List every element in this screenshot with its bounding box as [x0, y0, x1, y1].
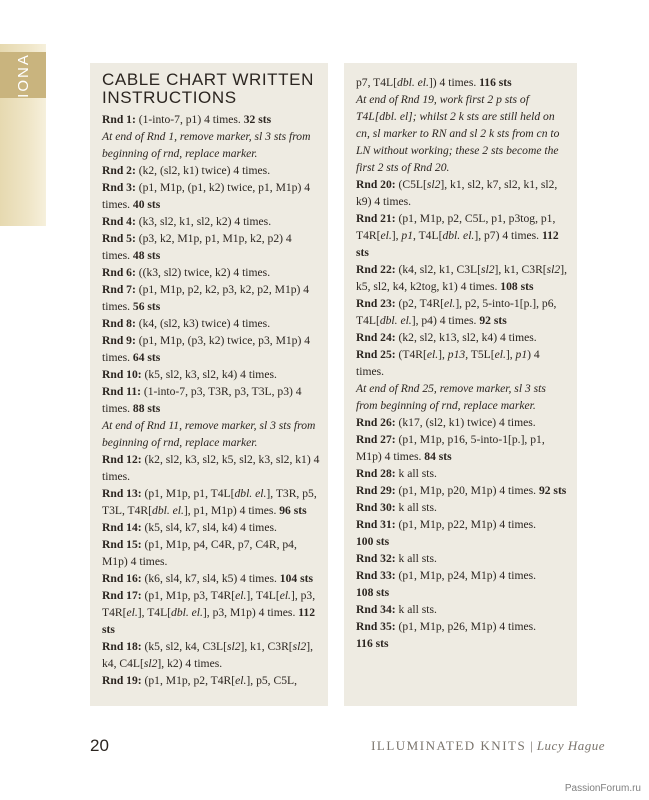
- instruction-row: [356, 550, 569, 567]
- instruction-text: (p1, M1p, p3, T4R[: [141, 589, 236, 602]
- instruction-note: [356, 91, 569, 176]
- instruction-text: At end of Rnd 19, work first 2 p sts of T4L[dbl. el]; whilst 2 k sts are still held on cn, sl marker to RN and sl 2 k sts from cn to LN without working; these 2 sts become the first 2 sts of Rnd 20.: [356, 93, 560, 174]
- instruction-text: ]) 4 times.: [428, 76, 480, 89]
- instruction-text: el.: [494, 348, 506, 361]
- instruction-row: [102, 111, 320, 128]
- instruction-text: dbl. el.: [171, 606, 203, 619]
- stitch-count: 48 sts: [132, 249, 161, 262]
- left-column-content: [102, 111, 320, 689]
- instruction-text: el.: [279, 589, 291, 602]
- round-label: Rnd 1:: [102, 113, 136, 126]
- instruction-text: ],: [438, 348, 448, 361]
- instruction-text: (p1, M1p, p2, k2, p3, k2, p2, M1p) 4 times.: [102, 283, 310, 313]
- page-number: 20: [90, 736, 109, 755]
- instruction-row: [102, 536, 320, 570]
- stitch-count: 108 sts: [356, 586, 390, 599]
- instruction-text: sl2: [480, 263, 495, 276]
- section-heading: CABLE CHART WRITTEN INSTRUCTIONS: [102, 70, 314, 107]
- round-label: Rnd 8:: [102, 317, 136, 330]
- instruction-text: ], T4L[: [246, 589, 280, 602]
- round-label: Rnd 33:: [356, 569, 396, 582]
- instruction-text: (k5, sl4, k7, sl4, k4) 4 times.: [141, 521, 277, 534]
- instruction-text: ((k3, sl2) twice, k2) 4 times.: [135, 266, 271, 279]
- round-label: Rnd 30:: [356, 501, 396, 514]
- instruction-text: k all sts.: [395, 467, 437, 480]
- instruction-text: k all sts.: [395, 501, 437, 514]
- stitch-count: 92 sts: [479, 314, 507, 327]
- instruction-row: [356, 635, 569, 652]
- instruction-text: sl2: [546, 263, 561, 276]
- round-label: Rnd 21:: [356, 212, 396, 225]
- instruction-text: dbl. el.: [397, 76, 429, 89]
- instruction-row: [356, 499, 569, 516]
- round-label: Rnd 31:: [356, 518, 396, 531]
- round-label: Rnd 35:: [356, 620, 396, 633]
- instruction-text: (T4R[: [395, 348, 427, 361]
- instruction-row: [356, 261, 569, 295]
- stitch-count: 84 sts: [424, 450, 452, 463]
- instruction-text: (p1, M1p, p22, M1p) 4 times.: [395, 518, 537, 531]
- instruction-text: ], T3R, p5, T3L, T4R[: [102, 487, 317, 517]
- instruction-text: el.: [380, 229, 392, 242]
- instruction-text: sl2: [226, 640, 241, 653]
- instruction-text: (k5, sl2, k3, sl2, k4) 4 times.: [141, 368, 277, 381]
- instruction-row: [102, 315, 320, 332]
- instruction-text: (k2, (sl2, k1) twice) 4 times.: [135, 164, 271, 177]
- instruction-row: [356, 295, 569, 329]
- instruction-text: k all sts.: [395, 603, 437, 616]
- instruction-text: (p1, M1p, p1, T4L[: [141, 487, 235, 500]
- running-footer: [371, 738, 605, 754]
- watermark: PassionForum.ru: [564, 783, 641, 794]
- round-label: Rnd 25:: [356, 348, 396, 361]
- instruction-row: [356, 176, 569, 210]
- instruction-text: el.: [426, 348, 439, 361]
- instruction-text: (p2, T4R[: [395, 297, 445, 310]
- instruction-text: dbl. el.: [379, 314, 412, 327]
- round-label: Rnd 32:: [356, 552, 396, 565]
- instruction-row: [102, 383, 320, 417]
- instruction-row: [356, 516, 569, 533]
- instruction-row: [356, 346, 569, 380]
- round-label: Rnd 13:: [102, 487, 142, 500]
- instruction-text: (k2, sl2, k3, sl2, k5, sl2, k3, sl2, k1) 4 times.: [102, 453, 320, 483]
- stitch-count: 96 sts: [279, 504, 307, 517]
- instruction-row: [356, 414, 569, 431]
- instruction-row: [102, 451, 320, 485]
- instruction-text: , T4L[: [413, 229, 443, 242]
- stitch-count: 40 sts: [132, 198, 161, 211]
- instruction-text: p13: [447, 348, 466, 361]
- instruction-text: ], k2) 4 times.: [157, 657, 223, 670]
- instruction-text: (p1, M1p, (p1, k2) twice, p1, M1p) 4 times.: [102, 181, 311, 211]
- instruction-text: ], p3, M1p) 4 times.: [202, 606, 299, 619]
- instruction-text: (p3, k2, M1p, p1, M1p, k2, p2) 4 times.: [102, 232, 292, 262]
- instruction-text: sl2: [143, 657, 158, 670]
- instruction-text: (1-into-7, p3, T3R, p3, T3L, p3) 4 times.: [102, 385, 302, 415]
- author-name: Lucy Hague: [536, 738, 605, 753]
- book-title: ILLUMINATED KNITS: [371, 738, 527, 753]
- instruction-text: p7, T4L[: [356, 76, 398, 89]
- instruction-text: sl2: [426, 178, 441, 191]
- round-label: Rnd 19:: [102, 674, 142, 687]
- instruction-text: ],: [391, 229, 402, 242]
- round-label: Rnd 3:: [102, 181, 136, 194]
- stitch-count: 108 sts: [500, 280, 534, 293]
- instruction-row: [102, 570, 320, 587]
- round-label: Rnd 29:: [356, 484, 396, 497]
- instruction-text: dbl. el.: [442, 229, 475, 242]
- round-label: Rnd 16:: [102, 572, 142, 585]
- instruction-text: el.: [444, 297, 456, 310]
- stitch-count: 92 sts: [538, 484, 567, 497]
- round-label: Rnd 5:: [102, 232, 136, 245]
- stitch-count: 88 sts: [132, 402, 161, 415]
- round-label: Rnd 10:: [102, 368, 142, 381]
- instruction-row: [356, 431, 569, 465]
- round-label: Rnd 20:: [356, 178, 396, 191]
- sidebar-tab-text: IONA: [14, 52, 32, 98]
- instruction-text: ) 4 times.: [356, 348, 540, 378]
- instruction-text: p1: [401, 229, 414, 242]
- instruction-text: ], p1, M1p) 4 times.: [183, 504, 280, 517]
- round-label: Rnd 26:: [356, 416, 396, 429]
- instruction-row: [356, 584, 569, 601]
- stitch-count: 56 sts: [132, 300, 161, 313]
- round-label: Rnd 27:: [356, 433, 396, 446]
- instruction-text: At end of Rnd 25, remove marker, sl 3 sts from beginning of rnd, replace marker.: [356, 382, 546, 412]
- instruction-text: (k5, sl2, k4, C3L[: [141, 640, 227, 653]
- instruction-text: ],: [505, 348, 516, 361]
- instruction-text: p1: [515, 348, 528, 361]
- instruction-text: ], p4) 4 times.: [411, 314, 480, 327]
- round-label: Rnd 11:: [102, 385, 141, 398]
- instruction-text: (p1, M1p, p24, M1p) 4 times.: [395, 569, 537, 582]
- instruction-text: (p1, M1p, (p3, k2) twice, p3, M1p) 4 times.: [102, 334, 311, 364]
- round-label: Rnd 15:: [102, 538, 142, 551]
- round-label: Rnd 7:: [102, 283, 136, 296]
- instruction-text: ], T4L[: [137, 606, 172, 619]
- instruction-text: el.: [235, 674, 247, 687]
- round-label: Rnd 17:: [102, 589, 142, 602]
- stitch-count: 116 sts: [479, 76, 512, 89]
- instruction-text: ], p5, C5L,: [246, 674, 297, 687]
- instruction-text: ], k4, C4L[: [102, 640, 313, 670]
- round-label: Rnd 9:: [102, 334, 136, 347]
- instruction-row: [102, 366, 320, 383]
- instruction-row: [356, 533, 569, 550]
- instruction-text: dbl. el.: [234, 487, 267, 500]
- instruction-text: (k4, (sl2, k3) twice) 4 times.: [135, 317, 271, 330]
- instruction-text: (k4, sl2, k1, C3L[: [395, 263, 481, 276]
- instruction-text: sl2: [292, 640, 307, 653]
- sidebar-tab-label: [0, 52, 46, 98]
- round-label: Rnd 18:: [102, 640, 142, 653]
- instruction-row: [102, 638, 320, 672]
- instruction-text: At end of Rnd 1, remove marker, sl 3 sts from beginning of rnd, replace marker.: [102, 130, 311, 160]
- footer-separator: |: [530, 738, 533, 753]
- instruction-row: [356, 210, 569, 261]
- instruction-row: [102, 162, 320, 179]
- stitch-count: 100 sts: [356, 535, 390, 548]
- instruction-text: ], p3, T4R[: [102, 589, 316, 619]
- left-column: [90, 63, 328, 706]
- round-label: Rnd 28:: [356, 467, 396, 480]
- instruction-text: dbl. el.: [152, 504, 184, 517]
- instruction-row: [356, 618, 569, 635]
- round-label: Rnd 24:: [356, 331, 396, 344]
- instruction-note: [356, 380, 569, 414]
- instruction-text: At end of Rnd 11, remove marker, sl 3 sts from beginning of rnd, replace marker.: [102, 419, 316, 449]
- instruction-text: (p1, M1p, p4, C4R, p7, C4R, p4, M1p) 4 times.: [102, 538, 297, 568]
- instruction-text: ], k1, C3R[: [240, 640, 293, 653]
- instruction-row: [102, 587, 320, 638]
- instruction-note: [102, 128, 320, 162]
- instruction-text: el.: [126, 606, 138, 619]
- instruction-text: (C5L[: [395, 178, 427, 191]
- instruction-text: (1-into-7, p1) 4 times.: [135, 113, 244, 126]
- instruction-text: ], k5, sl2, k4, k2tog, k1) 4 times.: [356, 263, 567, 293]
- instruction-row: [356, 465, 569, 482]
- right-column: [344, 63, 577, 706]
- instruction-row: [102, 332, 320, 366]
- instruction-row: [102, 281, 320, 315]
- instruction-row: [102, 213, 320, 230]
- round-label: Rnd 14:: [102, 521, 142, 534]
- instruction-text: (k3, sl2, k1, sl2, k2) 4 times.: [135, 215, 272, 228]
- instruction-row: [102, 672, 320, 689]
- stitch-count: 112 sts: [356, 229, 559, 259]
- stitch-count: 32 sts: [243, 113, 272, 126]
- instruction-row: [102, 230, 320, 264]
- instruction-row: [102, 519, 320, 536]
- page-footer: [90, 736, 605, 760]
- instruction-text: el.: [235, 589, 247, 602]
- instruction-text: (p1, M1p, p2, C5L, p1, p3tog, p1, T4R[: [356, 212, 556, 242]
- round-label: Rnd 6:: [102, 266, 136, 279]
- round-label: Rnd 4:: [102, 215, 136, 228]
- instruction-text: ], k1, C3R[: [494, 263, 547, 276]
- instruction-row: [102, 179, 320, 213]
- instruction-row: [102, 485, 320, 519]
- instruction-text: (k17, (sl2, k1) twice) 4 times.: [395, 416, 536, 429]
- stitch-count: 104 sts: [279, 572, 313, 585]
- instruction-text: (k6, sl4, k7, sl4, k5) 4 times.: [141, 572, 280, 585]
- stitch-count: 116 sts: [356, 637, 389, 650]
- round-label: Rnd 12:: [102, 453, 142, 466]
- instruction-text: , T5L[: [465, 348, 495, 361]
- right-column-content: [356, 74, 569, 652]
- instruction-text: ], p7) 4 times.: [474, 229, 542, 242]
- instruction-row: [356, 74, 569, 91]
- instruction-text: (p1, M1p, p20, M1p) 4 times.: [395, 484, 539, 497]
- instruction-text: (p1, M1p, p2, T4R[: [141, 674, 236, 687]
- instruction-row: [356, 329, 569, 346]
- instruction-row: [356, 482, 569, 499]
- instruction-text: ], k1, sl2, k7, sl2, k1, sl2, k9) 4 times.: [356, 178, 558, 208]
- round-label: Rnd 34:: [356, 603, 396, 616]
- instruction-row: [356, 601, 569, 618]
- instruction-text: ], p2, 5-into-1[p.], p6, T4L[: [356, 297, 557, 327]
- stitch-count: 112 sts: [102, 606, 316, 636]
- round-label: Rnd 22:: [356, 263, 396, 276]
- round-label: Rnd 2:: [102, 164, 136, 177]
- stitch-count: 64 sts: [132, 351, 161, 364]
- instruction-text: (p1, M1p, p26, M1p) 4 times.: [395, 620, 537, 633]
- instruction-text: (p1, M1p, p16, 5-into-1[p.], p1, M1p) 4 times.: [356, 433, 545, 463]
- round-label: Rnd 23:: [356, 297, 396, 310]
- instruction-text: k all sts.: [395, 552, 437, 565]
- instruction-text: (k2, sl2, k13, sl2, k4) 4 times.: [395, 331, 537, 344]
- instruction-row: [356, 567, 569, 584]
- instruction-note: [102, 417, 320, 451]
- instruction-row: [102, 264, 320, 281]
